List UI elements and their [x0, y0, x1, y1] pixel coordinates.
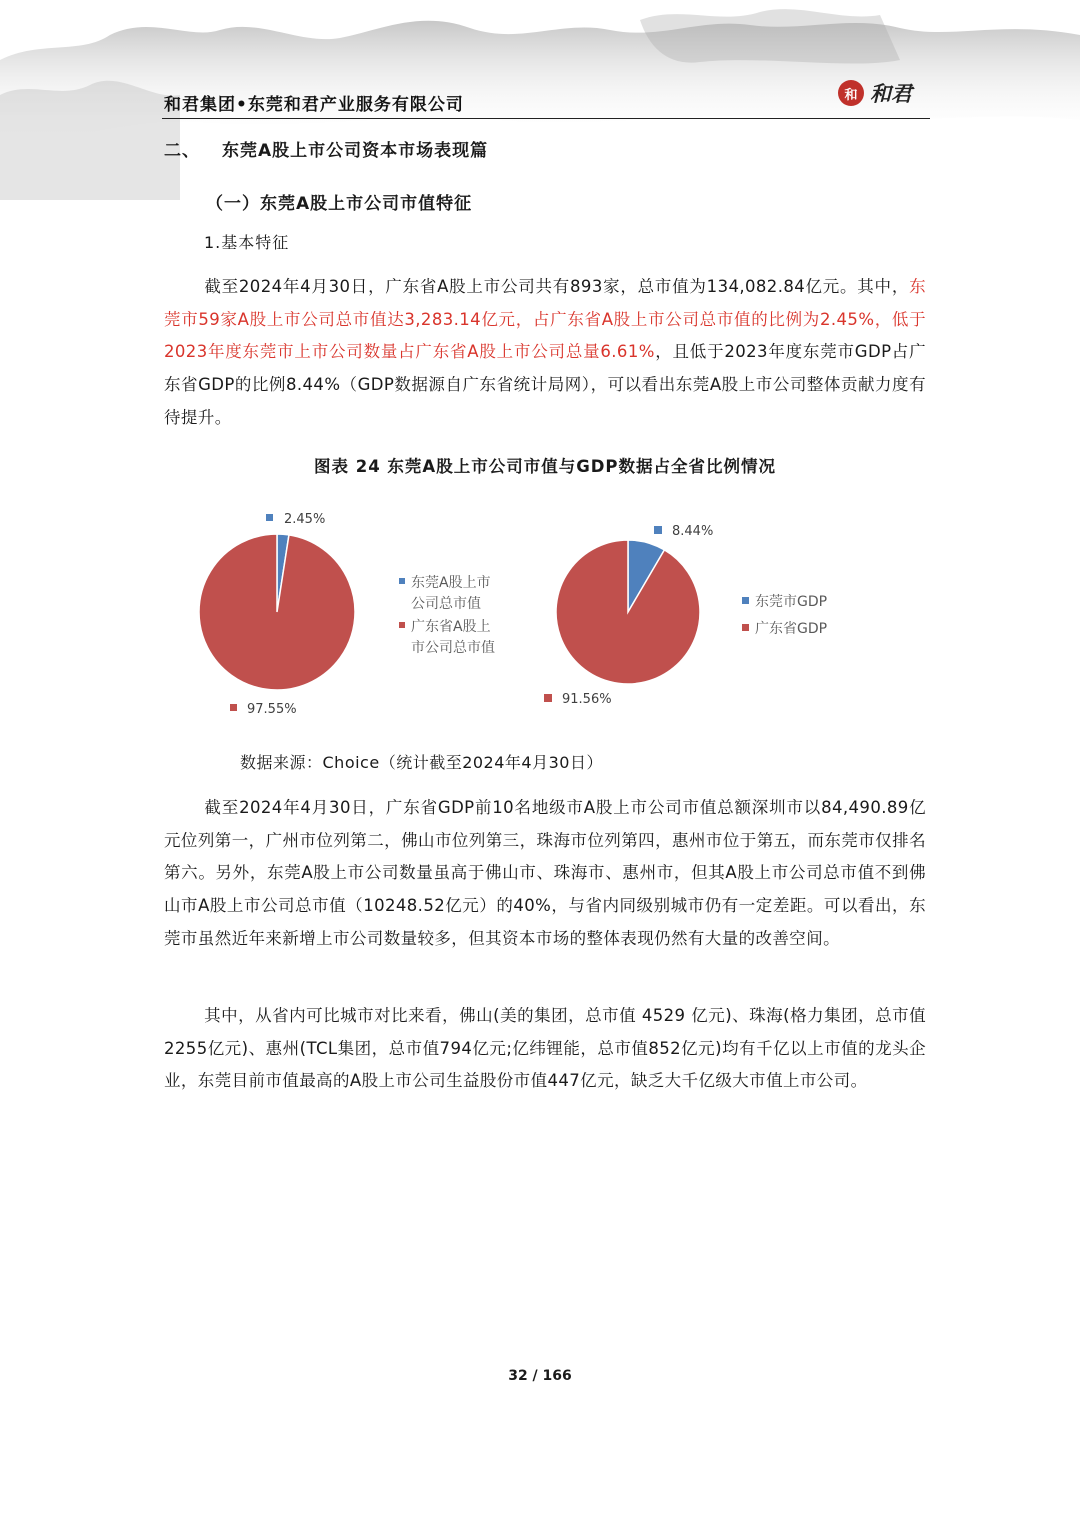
header-rule	[162, 118, 930, 119]
pie1-legend-marker-2	[399, 622, 405, 628]
pie1-label-marker-2	[230, 704, 237, 711]
paragraph-2-text: 截至2024年4月30日，广东省GDP前10名地级市A股上市公司市值总额深圳市以84,490.89亿元位列第一，广州市位列第二，佛山市位列第三，珠海市位列第四，惠州市位于第五，而东莞市仅排名第六。另外，东莞A股上市公司数量虽高于佛山市、珠海市、惠州市，但其A股上市公司总市值不到佛山市A股上市公司总市值（10248.52亿元）的40%，与省内同级别城市仍有一定差距。可以看出，东莞市虽然近年来新增上市公司数量较多，但其资本市场的整体表现仍然有大量的改善空间。	[164, 798, 926, 948]
subsection-heading: （一）东莞A股上市公司市值特征	[206, 194, 473, 214]
paragraph-3-text: 其中，从省内可比城市对比来看，佛山(美的集团，总市值 4529 亿元)、珠海(格力集团，总市值2255亿元)、惠州(TCL集团，总市值794亿元;亿纬锂能，总市值852亿元)均有千亿以上市值的龙头企业，东莞目前市值最高的A股上市公司生益股份市值447亿元，缺乏大千亿级大市值上市公司。	[164, 1006, 926, 1091]
pie1-legend-marker-1	[399, 578, 405, 584]
figure-source: 数据来源：Choice（统计截至2024年4月30日）	[240, 753, 603, 772]
section-number: 二、	[164, 141, 200, 161]
pie2-legend-marker-2	[742, 624, 749, 631]
pie2-label-marker-1	[654, 526, 662, 534]
subsubsection-heading: 1.基本特征	[204, 233, 290, 252]
pie2-label-marker-2	[544, 694, 552, 702]
company-logo	[838, 78, 912, 108]
paragraph-1-highlight: 东莞市59家A股上市公司总市值达3,283.14亿元，占广东省A股上市公司总市值的比例为2.45%，低于2023年度东莞市上市公司数量占广东省A股上市公司总量6.61%	[164, 277, 926, 362]
pie-chart-market-cap	[199, 534, 355, 690]
pie2-label-2: 91.56%	[562, 692, 612, 707]
pie1-label-2: 97.55%	[247, 702, 297, 717]
paragraph-1-text-a: 截至2024年4月30日，广东省A股上市公司共有893家，总市值为134,082.84亿元。其中，	[204, 277, 910, 296]
ink-mountain-header-art	[0, 0, 1080, 210]
pie2-slice-2	[556, 540, 700, 684]
section-title: 东莞A股上市公司资本市场表现篇	[222, 141, 489, 161]
pie2-legend-marker-1	[742, 597, 749, 604]
section-heading	[164, 136, 488, 161]
pie1-legend-1b: 公司总市值	[411, 596, 481, 612]
pie1-label-1: 2.45%	[284, 512, 326, 527]
pie2-legend-1: 东莞市GDP	[755, 594, 828, 610]
paragraph-1-text-b: ，且低于2023年度东莞市GDP占广东省GDP的比例8.44%（GDP数据源自广东省统计局网），可以看出东莞A股上市公司整体贡献力度有待提升。	[164, 342, 926, 427]
logo-seal-icon: 和	[838, 80, 864, 106]
page-number: 32 / 166	[508, 1368, 572, 1384]
logo-text: 和君	[870, 82, 912, 106]
paragraph-3	[164, 1000, 926, 1098]
pie1-slice-2	[199, 534, 355, 690]
pie1-legend-2b: 市公司总市值	[411, 640, 495, 656]
pie1-legend-1a: 东莞A股上市	[411, 575, 491, 591]
paragraph-2	[164, 792, 926, 956]
pie2-legend-2: 广东省GDP	[755, 621, 828, 637]
pie-charts	[0, 490, 1080, 730]
paragraph-1	[164, 271, 926, 435]
pie2-label-1: 8.44%	[672, 524, 714, 539]
figure-title: 图表 24 东莞A股上市公司市值与GDP数据占全省比例情况	[313, 457, 777, 476]
header-company-name: 和君集团•东莞和君产业服务有限公司	[164, 95, 464, 115]
pie1-label-marker-1	[266, 514, 273, 521]
pie-chart-gdp	[556, 540, 700, 684]
pie1-legend-2a: 广东省A股上	[411, 619, 491, 635]
